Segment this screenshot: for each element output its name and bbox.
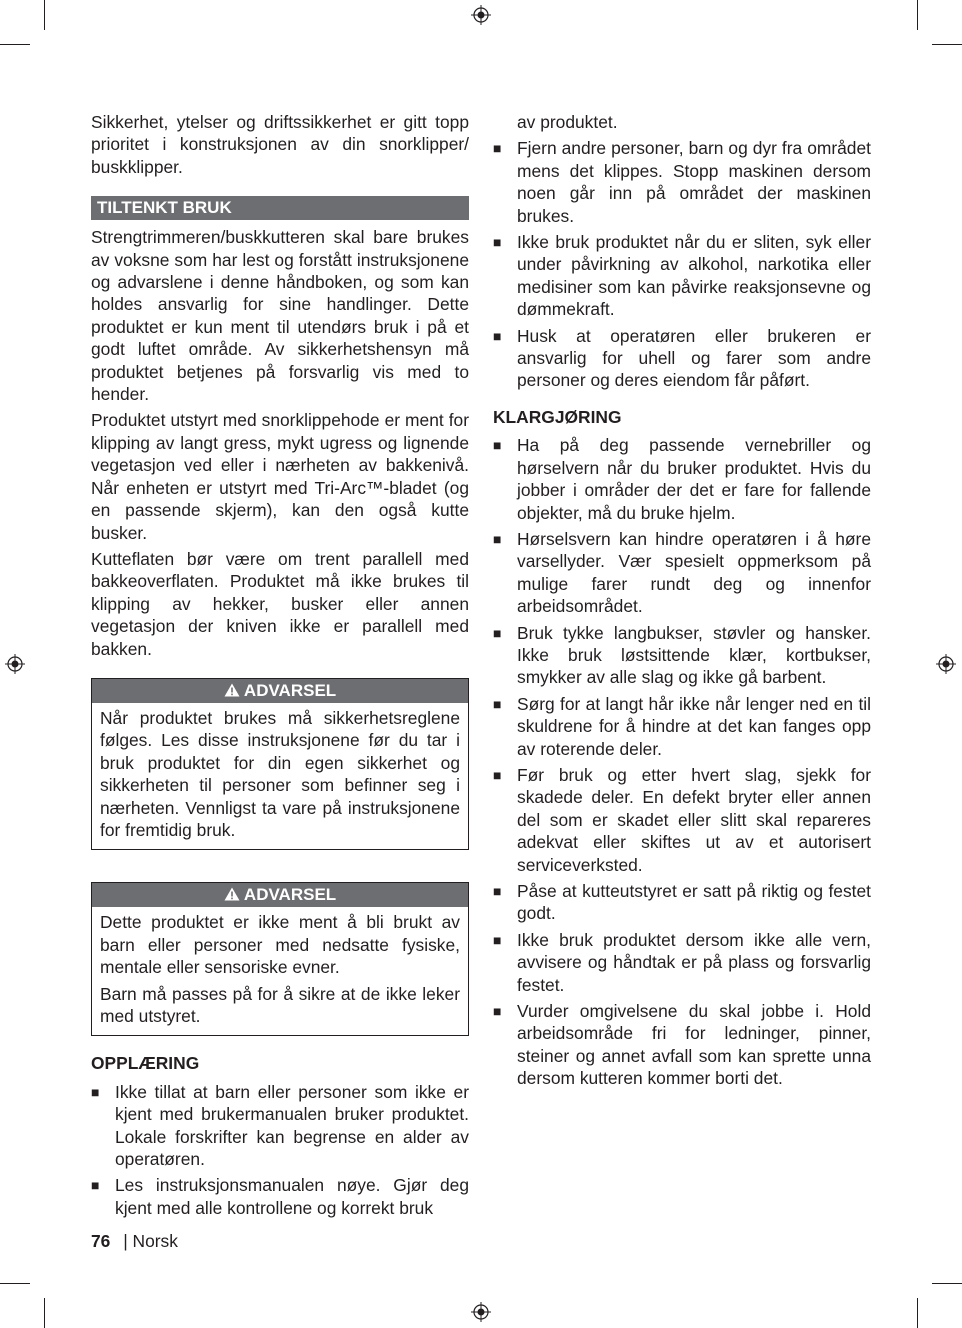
bullet-icon: ■ — [493, 234, 502, 251]
section-heading-tiltenkt-bruk: TILTENKT BRUK — [91, 196, 469, 220]
bullet-icon: ■ — [493, 766, 502, 783]
continuation-text: av produktet. — [517, 112, 618, 132]
crop-mark — [932, 44, 962, 45]
body-paragraph: Strengtrimmeren/buskkutteren skal bare brukes av voksne som har lest og forstått instruksjonene og advarslene i denne håndboken, og som kan holdes ansvarlig for sine handlinger. Dette produktet er kun ment til utendørs bruk i på et godt luftet område. Av sikkerhetshensyn må produktet betjenes på forsvarlig vis med to hender. — [91, 227, 469, 405]
right-column — [493, 111, 871, 1094]
registration-mark-icon — [5, 654, 25, 674]
warning-box — [91, 882, 469, 1036]
warning-title: ADVARSEL — [243, 885, 337, 905]
list-item: ■ Les instruksjonsmanualen nøye. Gjør deg kjent med alle kontrollene og korrekt bruk — [91, 1175, 469, 1218]
warning-title: ADVARSEL — [243, 680, 337, 700]
warning-box — [91, 678, 469, 850]
warning-header — [92, 679, 468, 703]
bullet-list — [493, 137, 871, 391]
section-heading-klargjoring: KLARGJØRING — [493, 406, 622, 427]
bullet-icon: ■ — [91, 1177, 100, 1194]
list-item: ■ Før bruk og etter hvert slag, sjekk for skadede deler. En defekt bryter eller annen del som er skadet eller slitt skal repareres adekvat eller skiftes ut av et autorisert serviceverksted. — [493, 764, 871, 875]
page-footer — [91, 1231, 178, 1252]
warning-triangle-icon — [224, 683, 240, 697]
bullet-icon: ■ — [493, 327, 502, 344]
body-paragraph: Produktet utstyrt med snorklippehode er ment for klipping av langt gress, mykt ugress og lignende vegetasjon ved eller i nærheten av bakkenivå. Når enheten er utstyrt med Tri-Arc™-bladet (og en passende skjerm), kan den også kutte busker. — [91, 410, 469, 543]
bullet-list — [91, 1081, 469, 1219]
list-item: ■ Bruk tykke langbukser, støvler og hansker. Ikke bruk løstsittende klær, kortbukser, smykker av alle slag og ikke gå barbent. — [493, 622, 871, 688]
intro-paragraph: Sikkerhet, ytelser og driftssikkerhet er gitt topp prioritet i konstruksjonen av din snorklipper/ buskklipper. — [91, 112, 469, 177]
crop-mark — [932, 1283, 962, 1284]
crop-mark — [917, 1298, 918, 1328]
registration-mark-icon — [471, 1302, 491, 1322]
list-item: ■ Hørselsvern kan hindre operatøren i å høre varsellyder. Vær spesielt oppmerksom på mulige farer rundt deg og innenfor arbeidsområdet. — [493, 528, 871, 617]
bullet-icon: ■ — [493, 1003, 502, 1020]
bullet-icon: ■ — [493, 931, 502, 948]
body-paragraph: Kutteflaten bør være om trent parallell med bakkeoverflaten. Produktet må ikke brukes til klipping av hekker, busker eller annen vegetasjon der kniven ikke er parallell med bakken. — [91, 548, 469, 659]
left-column — [91, 111, 469, 1223]
list-item: ■ Vurder omgivelsene du skal jobbe i. Hold arbeidsområde fri for ledninger, pinner, steiner og annet avfall som kan sprette unna dersom kutteren kommer borti det. — [493, 1001, 871, 1089]
warning-triangle-icon — [224, 887, 240, 901]
bullet-list — [493, 434, 871, 1089]
page-number: 76 — [91, 1231, 111, 1251]
registration-mark-icon — [936, 654, 956, 674]
bullet-icon: ■ — [493, 624, 502, 641]
crop-mark — [917, 0, 918, 30]
crop-mark — [0, 1283, 30, 1284]
bullet-icon: ■ — [91, 1083, 100, 1100]
list-item: ■ Fjern andre personer, barn og dyr fra området mens det klippes. Stopp maskinen dersom noen går inn på området der maskinen brukes. — [493, 138, 871, 226]
crop-mark — [0, 44, 30, 45]
bullet-icon: ■ — [493, 530, 502, 547]
warning-text: Barn må passes på for å sikre at de ikke leker med utstyret. — [100, 983, 460, 1026]
registration-mark-icon — [471, 5, 491, 25]
list-item: ■ Sørg for at langt hår ikke når lenger ned en til skuldrene for å hindre at det kan fanges opp av roterende deler. — [493, 693, 871, 759]
bullet-icon: ■ — [493, 437, 502, 454]
section-heading-opplaering: OPPLÆRING — [91, 1053, 200, 1074]
list-item: ■ Ikke bruk produktet dersom ikke alle vern, avvisere og håndtak er på plass og forsvarlig festet. — [493, 929, 871, 995]
warning-text: Dette produktet er ikke ment å bli brukt av barn eller personer med nedsatte fysiske, mentale eller sensoriske evner. — [100, 912, 460, 978]
bullet-icon: ■ — [493, 695, 502, 712]
crop-mark — [44, 1298, 45, 1328]
bullet-icon: ■ — [493, 883, 502, 899]
list-item: ■ Påse at kutteutstyret er satt på riktig og festet godt. — [493, 881, 871, 924]
crop-mark — [44, 0, 45, 30]
list-item: ■ Ikke tillat at barn eller personer som ikke er kjent med brukermanualen bruker produktet. Lokale forskrifter kan begrense en alder av operatøren. — [91, 1081, 469, 1170]
footer-language: | Norsk — [123, 1231, 178, 1251]
list-item: ■ Ha på deg passende vernebriller og hørselvern når du bruker produktet. Hvis du jobber i områder der det er fare for fallende objekter, må du bruke hjelm. — [493, 435, 871, 523]
warning-header — [92, 883, 468, 907]
list-item: ■ Ikke bruk produktet når du er sliten, syk eller under påvirkning av alkohol, narkotika eller medisiner som kan påvirke reaksjonsevne og dømmekraft. — [493, 232, 871, 320]
list-item: ■ Husk at operatøren eller brukeren er ansvarlig for uhell og farer som andre personer og deres eiendom får påført. — [493, 325, 871, 391]
bullet-icon: ■ — [493, 140, 502, 157]
warning-text: Når produktet brukes må sikkerhetsreglene følges. Les disse instruksjonene før du tar i bruk produktet for din egen sikkerhet og sikkerheten til personer som befinner seg i nærheten. Vennligst ta vare på instruksjonene for fremtidig bruk. — [100, 707, 460, 840]
